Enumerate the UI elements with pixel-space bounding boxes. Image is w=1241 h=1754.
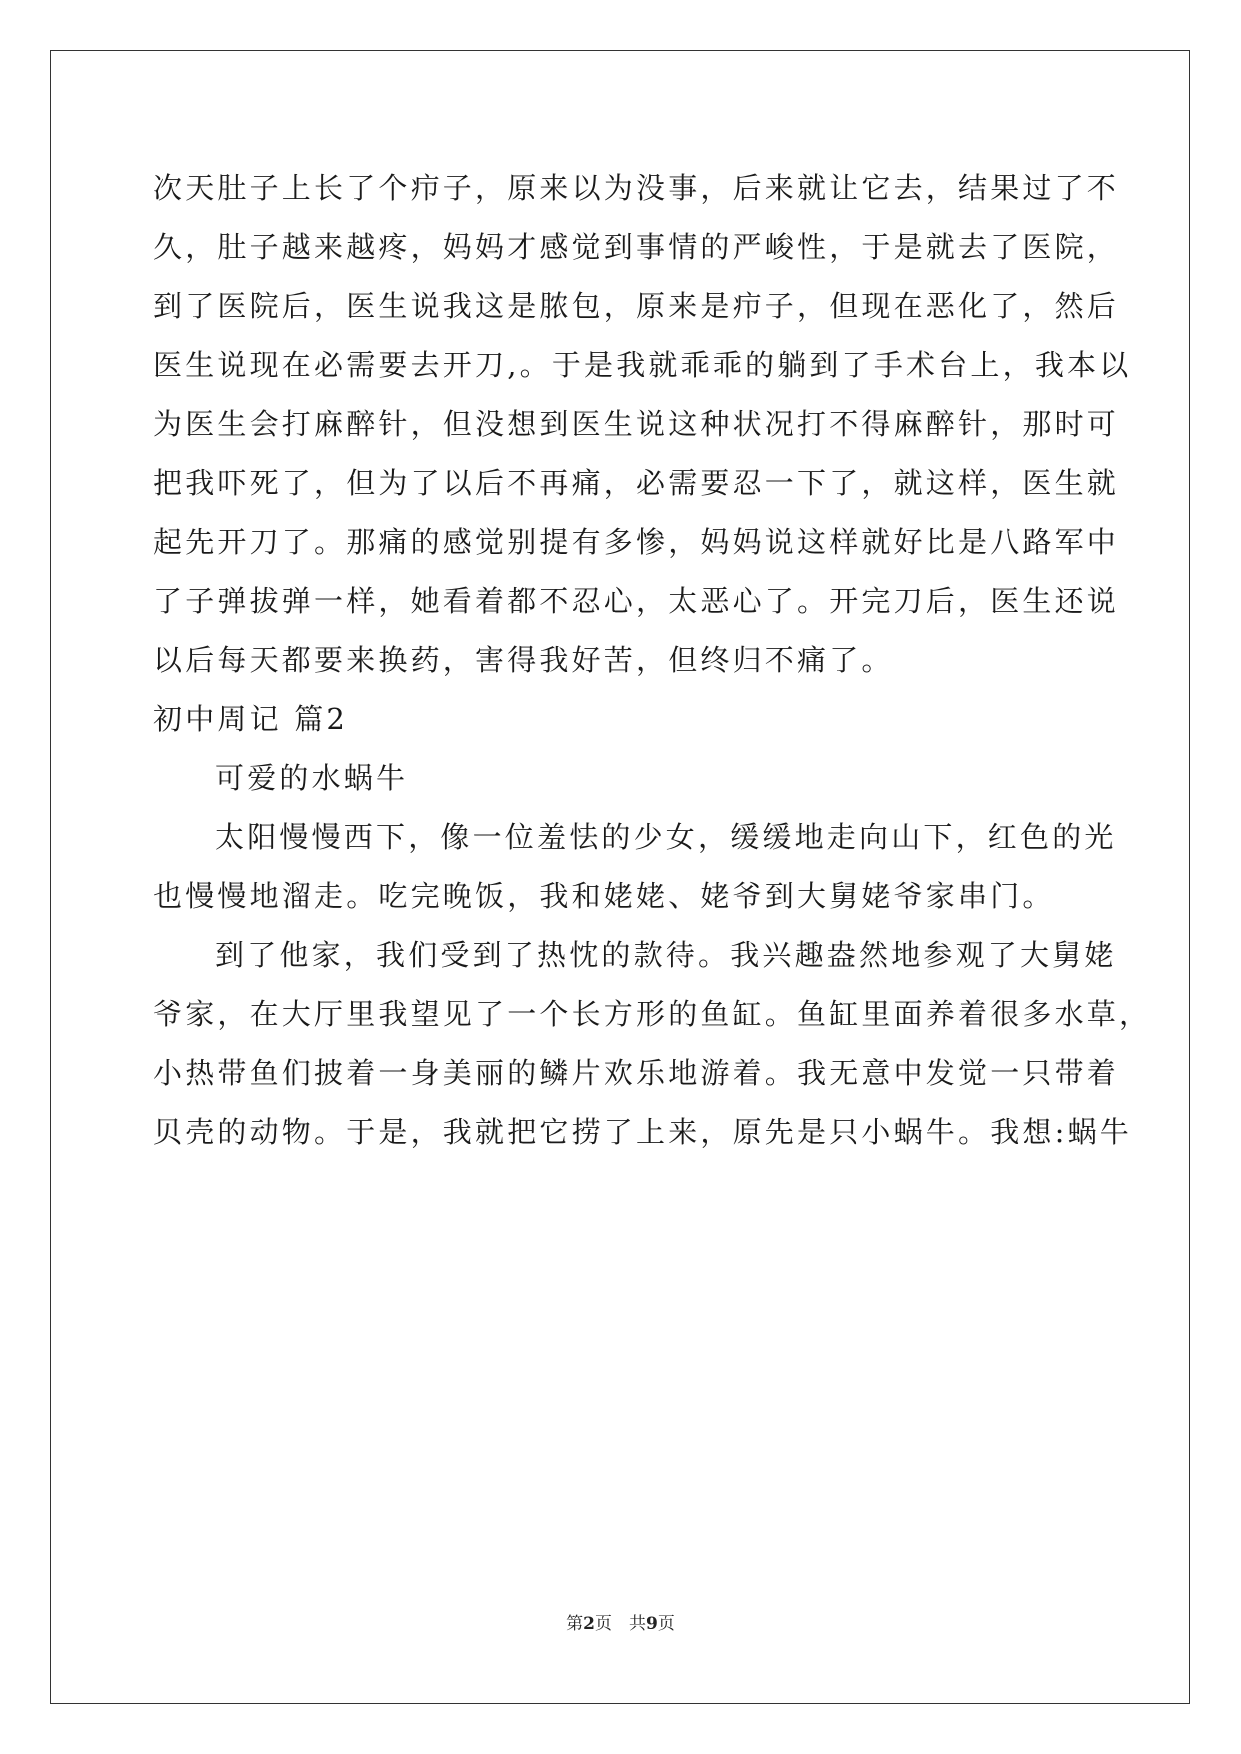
paragraph-line: 久，肚子越来越疼，妈妈才感觉到事情的严峻性，于是就去了医院，: [153, 230, 1120, 264]
paragraph-line: 小热带鱼们披着一身美丽的鳞片欢乐地游着。我无意中发觉一只带着: [153, 1056, 1120, 1090]
paragraph-line: 到了他家，我们受到了热忱的款待。我兴趣盎然地参观了大舅姥: [215, 938, 1117, 972]
paragraph-line: 次天肚子上长了个疖子，原来以为没事，后来就让它去，结果过了不: [153, 171, 1120, 205]
paragraph-line: 把我吓死了，但为了以后不再痛，必需要忍一下了，就这样，医生就: [153, 466, 1120, 500]
section-heading: 初中周记 篇2: [153, 702, 349, 736]
current-page-number: 2: [583, 1614, 595, 1634]
paragraph-line: 起先开刀了。那痛的感觉别提有多惨，妈妈说这样就好比是八路军中: [153, 525, 1120, 559]
paragraph-line: 为医生会打麻醉针，但没想到医生说这种状况打不得麻醉针，那时可: [153, 407, 1120, 441]
footer-mid: 页 共: [595, 1614, 646, 1634]
paragraph-line: 贝壳的动物。于是，我就把它捞了上来，原先是只小蜗牛。我想:蜗牛: [153, 1115, 1132, 1149]
total-pages-number: 9: [646, 1614, 658, 1634]
paragraph-line: 以后每天都要来换药，害得我好苦，但终归不痛了。: [153, 643, 894, 677]
essay-title: 可爱的水蜗牛: [215, 761, 409, 795]
footer-suffix: 页: [657, 1614, 675, 1634]
footer-prefix: 第: [566, 1614, 584, 1634]
paragraph-line: 太阳慢慢西下，像一位羞怯的少女，缓缓地走向山下，红色的光: [215, 820, 1117, 854]
paragraph-line: 医生说现在必需要去开刀,。于是我就乖乖的躺到了手术台上，我本以: [153, 348, 1132, 382]
page-number-footer: [0, 1612, 1241, 1636]
paragraph-line: 到了医院后，医生说我这是脓包，原来是疖子，但现在恶化了，然后: [153, 289, 1120, 323]
paragraph-line: 爷家，在大厅里我望见了一个长方形的鱼缸。鱼缸里面养着很多水草，: [153, 997, 1152, 1031]
paragraph-line: 了子弹拔弹一样，她看着都不忍心，太恶心了。开完刀后，医生还说: [153, 584, 1120, 618]
paragraph-line: 也慢慢地溜走。吃完晚饭，我和姥姥、姥爷到大舅姥爷家串门。: [153, 879, 1055, 913]
